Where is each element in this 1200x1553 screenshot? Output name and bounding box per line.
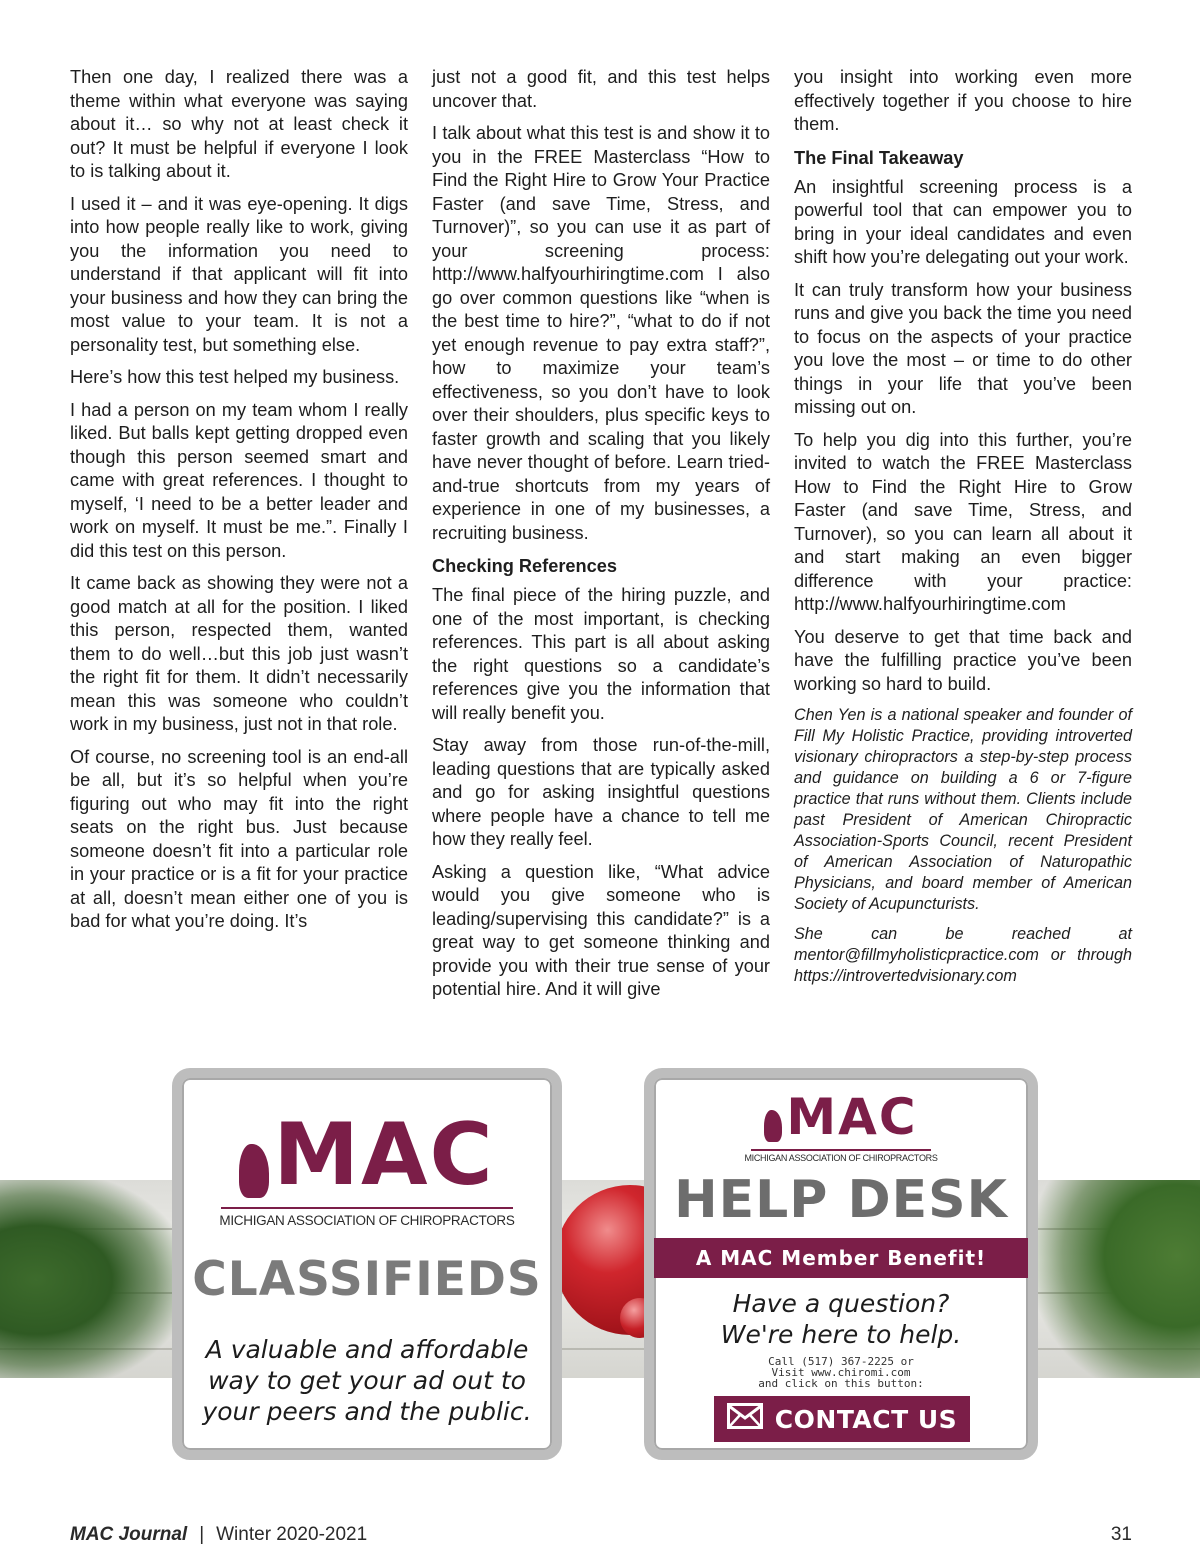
contact-line: and click on this button: (758, 1377, 924, 1390)
help-desk-title: HELP DESK (674, 1170, 1008, 1230)
paragraph: I had a person on my team whom I really liked. But balls kept getting dropped even though this person seemed smart and came with great references. I thought to myself, ‘I need to be a better leader and work on myself. It must be me.”. Finally I did this test on this person. (70, 399, 408, 561)
member-benefit-banner: A MAC Member Benefit! (654, 1238, 1028, 1278)
paragraph: It came back as showing they were not a good match at all for the position. I liked this person, respected them, wanted them to do well…but this job just wasn’t the right fit for them. It didn’t necessarily mean this was someone who couldn’t work in my business, just not in that role. (70, 573, 408, 734)
paragraph: I talk about what this test is and show it to you in the FREE Masterclass “How to Find the Right Hire to Grow Your Practice Faster (and save Time, Stress, and Turnover)”, so you can use it as part of your screening process: http://www.halfyourhiringtime.com I also go over common questions like “when is the best time to hire?”, “what to do if not yet enough revenue to pay extra staff?”, how to maximize your team’s effectiveness, so you don’t have to look over their shoulders, plus specific keys to faster growth and scaling that you likely have never thought of before. Learn tried-and-true shortcuts from my years of experience in one of my businesses, a recruiting business. (432, 123, 770, 543)
section-heading-checking-references: Checking References (432, 556, 617, 576)
mac-logo (654, 1088, 1028, 1163)
author-contact: She can be reached at mentor@fillmyholisticpractice.com or through https://introvertedvisionary.com (794, 925, 1132, 985)
paragraph: I used it – and it was eye-opening. It digs into how people really like to work, giving you the information you need to understand if that applicant will fit into your business and how they can bring the most value to your team. It is not a personality test, but something else. (70, 193, 408, 355)
paragraph: just not a good fit, and this test helps uncover that. (432, 67, 770, 111)
mac-logo-subtitle: MICHIGAN ASSOCIATION OF CHIROPRACTORS (744, 1152, 938, 1163)
column-3 (794, 66, 1132, 1026)
page-number: 31 (1110, 1524, 1132, 1545)
tagline-line: your peers and the public. (202, 1397, 532, 1426)
journal-name: MAC Journal (70, 1524, 188, 1545)
pine-branch-image (1030, 1180, 1200, 1378)
classifieds-ad[interactable] (172, 1068, 562, 1460)
page-footer (70, 1522, 1132, 1548)
michigan-mitten-icon (239, 1144, 269, 1198)
paragraph: Stay away from those run-of-the-mill, leading questions that are typically asked and go for asking insightful questions where people have a chance to tell me how they really feel. (432, 735, 770, 849)
help-desk-question (654, 1288, 1028, 1350)
paragraph: The final piece of the hiring puzzle, and one of the most important, is checking references. This part is all about asking the right questions so a candidate’s references give you the information that will really benefit you. (432, 585, 770, 723)
logo-rule (751, 1149, 931, 1151)
tagline-line: way to get your ad out to (208, 1366, 526, 1395)
mac-logo-text: MAC (273, 1105, 495, 1205)
paragraph: Here’s how this test helped my business. (70, 367, 400, 387)
logo-rule (221, 1207, 513, 1209)
paragraph: An insightful screening process is a powerful tool that can empower you to bring in your ideal candidates and even shift how you’re delegating out your work. (794, 176, 1132, 267)
footer-separator: | (199, 1524, 205, 1545)
paragraph: Then one day, I realized there was a theme within what everyone was saying about it… so why not at least check it out? It must be helpful if everyone I look to is talking about it. (70, 67, 408, 181)
author-bio: Chen Yen is a national speaker and founder of Fill My Holistic Practice, providing introverted visionary chiropractors a step-by-step process and guidance on building a 6 or 7-figure practice that runs without them. Clients include past President of American Chiropractic Association-Sports Council, recent President of American Association of Naturopathic Physicians, and board member of American Society of Acupuncturists. (794, 706, 1132, 913)
paragraph: You deserve to get that time back and have the fulfilling practice you’ve been working so hard to build. (794, 626, 1132, 694)
question-line: Have a question? (732, 1289, 950, 1318)
contact-us-button[interactable] (714, 1396, 970, 1442)
section-heading-final-takeaway: The Final Takeaway (794, 147, 964, 168)
classifieds-tagline (182, 1334, 552, 1427)
contact-instructions (654, 1356, 1028, 1389)
article-columns (70, 66, 1132, 1026)
mac-logo (182, 1105, 552, 1228)
classifieds-title: CLASSIFIEDS (192, 1252, 542, 1307)
paragraph: It can truly transform how your business runs and give you back the time you need to focus on the aspects of your practice you love the most – or time to do other things in your life that you’ve been missing out on. (794, 279, 1132, 417)
pine-branch-image (0, 1180, 190, 1378)
issue-label: Winter 2020-2021 (216, 1524, 368, 1545)
tagline-line: A valuable and affordable (205, 1335, 529, 1364)
paragraph: Asking a question like, “What advice would you give someone who is leading/supervising this candidate?” is a great way to get someone thinking and provide you with their true sense of your potential hire. And it will give (432, 861, 770, 999)
envelope-icon (727, 1403, 763, 1435)
help-desk-ad (644, 1068, 1038, 1460)
paragraph: you insight into working even more effectively together if you choose to hire them. (794, 67, 1132, 134)
question-line: We're here to help. (720, 1320, 962, 1349)
contact-line: Visit www.chiromi.com (771, 1366, 911, 1379)
contact-us-label: CONTACT US (774, 1404, 958, 1434)
michigan-mitten-icon (764, 1110, 782, 1142)
paragraph: Of course, no screening tool is an end-all be all, but it’s so helpful when you’re figuring out who may fit into the right seats on the right bus. Just because someone doesn’t fit into a particular role in your practice or is a fit for your practice at all, doesn’t mean either one of you is bad for what you’re doing. It’s (70, 746, 408, 931)
mac-logo-subtitle: MICHIGAN ASSOCIATION OF CHIROPRACTORS (219, 1213, 515, 1228)
column-1 (70, 66, 408, 1026)
paragraph: To help you dig into this further, you’re invited to watch the FREE Masterclass How to Find the Right Hire to Grow Faster (and save Time, Stress, and Turnover), so you can learn all about it and start making an even bigger difference with your practice: http://www.halfyourhiringtime.com (794, 429, 1132, 614)
column-2 (432, 66, 770, 1026)
mac-logo-text: MAC (786, 1088, 918, 1146)
contact-line: Call (517) 367-2225 or (768, 1355, 914, 1368)
